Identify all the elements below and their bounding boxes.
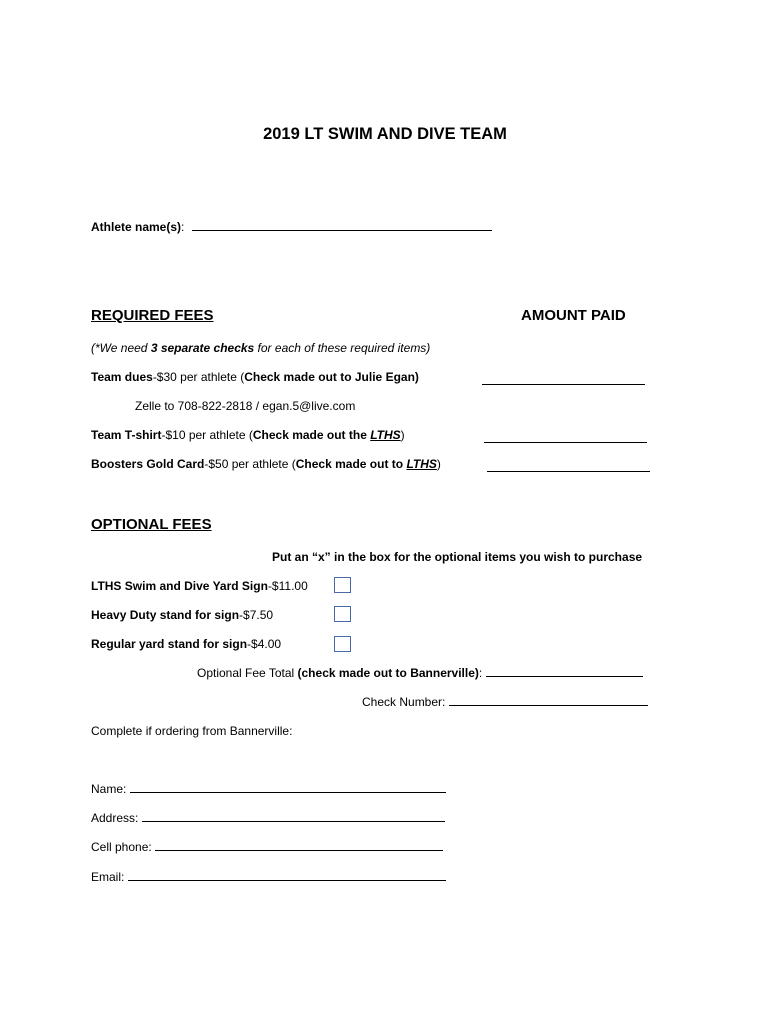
bannerville-address-field[interactable] — [142, 810, 445, 822]
item-name: Boosters Gold Card — [91, 457, 205, 471]
required-item-team-tshirt — [91, 427, 405, 443]
check-number-row — [362, 694, 648, 710]
item-payee: Check made out to Julie Egan) — [244, 370, 419, 384]
page-title: 2019 LT SWIM AND DIVE TEAM — [263, 125, 507, 143]
team-dues-amount-field[interactable] — [482, 373, 645, 385]
note-post: for each of these required items) — [254, 341, 431, 355]
address-label: Address: — [91, 811, 142, 825]
item-payee: Check made out to — [295, 457, 407, 471]
name-label: Name: — [91, 782, 130, 796]
required-item-boosters-card — [91, 456, 441, 472]
item-price: -$4.00 — [247, 637, 282, 651]
athlete-name-row — [91, 219, 492, 235]
bannerville-email-field[interactable] — [128, 869, 446, 881]
item-name: Team dues — [91, 370, 153, 384]
item-name: LTHS Swim and Dive Yard Sign — [91, 579, 268, 593]
item-payee-lths: LTHS — [406, 457, 437, 471]
required-item-team-dues — [91, 369, 419, 385]
total-payee: (check made out to Bannerville) — [297, 666, 479, 680]
bannerville-name-field[interactable] — [130, 781, 446, 793]
optional-instruction: Put an “x” in the box for the optional items you wish to purchase — [272, 550, 643, 564]
bannerville-email-row — [91, 869, 446, 885]
yard-sign-checkbox[interactable] — [334, 577, 351, 593]
optional-fees-heading: OPTIONAL FEES — [91, 516, 212, 533]
item-name: Heavy Duty stand for sign — [91, 608, 240, 622]
email-label: Email: — [91, 870, 128, 884]
item-price: -$7.50 — [239, 608, 274, 622]
bannerville-cell-field[interactable] — [155, 839, 443, 851]
check-number-field[interactable] — [449, 694, 648, 706]
optional-item-heavy-stand — [91, 607, 273, 623]
bannerville-address-row — [91, 810, 445, 826]
cell-phone-label: Cell phone: — [91, 840, 156, 854]
bannerville-cell-row — [91, 839, 443, 855]
item-name: Team T-shirt — [91, 428, 162, 442]
total-colon: : — [478, 666, 486, 680]
item-payee: Check made out the — [252, 428, 371, 442]
item-price: -$30 per athlete ( — [152, 370, 245, 384]
note-pre: (*We need — [91, 341, 151, 355]
bannerville-name-row — [91, 781, 446, 797]
item-tail: ) — [400, 428, 405, 442]
item-tail: ) — [436, 457, 441, 471]
athlete-name-field[interactable] — [192, 219, 492, 231]
boosters-amount-field[interactable] — [487, 460, 650, 472]
total-label: Optional Fee Total — [197, 666, 298, 680]
athlete-name-label: Athlete name(s) — [91, 220, 182, 234]
heavy-stand-checkbox[interactable] — [334, 606, 351, 622]
athlete-colon: : — [181, 220, 185, 234]
amount-paid-heading: AMOUNT PAID — [521, 307, 626, 324]
check-number-label: Check Number: — [362, 695, 449, 709]
item-price: -$50 per athlete ( — [204, 457, 296, 471]
bannerville-intro: Complete if ordering from Bannerville: — [91, 724, 293, 738]
optional-total-field[interactable] — [486, 665, 643, 677]
optional-item-yard-sign — [91, 578, 308, 594]
item-payee-lths: LTHS — [370, 428, 401, 442]
required-note — [91, 340, 430, 356]
zelle-info: Zelle to 708-822-2818 / egan.5@live.com — [135, 399, 356, 413]
required-fees-heading: REQUIRED FEES — [91, 307, 214, 324]
item-price: -$11.00 — [267, 579, 308, 593]
item-name: Regular yard stand for sign — [91, 637, 248, 651]
item-price: -$10 per athlete ( — [161, 428, 253, 442]
regular-stand-checkbox[interactable] — [334, 636, 351, 652]
note-bold: 3 separate checks — [150, 341, 255, 355]
optional-item-regular-stand — [91, 636, 281, 652]
tshirt-amount-field[interactable] — [484, 431, 647, 443]
optional-total-row — [197, 665, 643, 681]
